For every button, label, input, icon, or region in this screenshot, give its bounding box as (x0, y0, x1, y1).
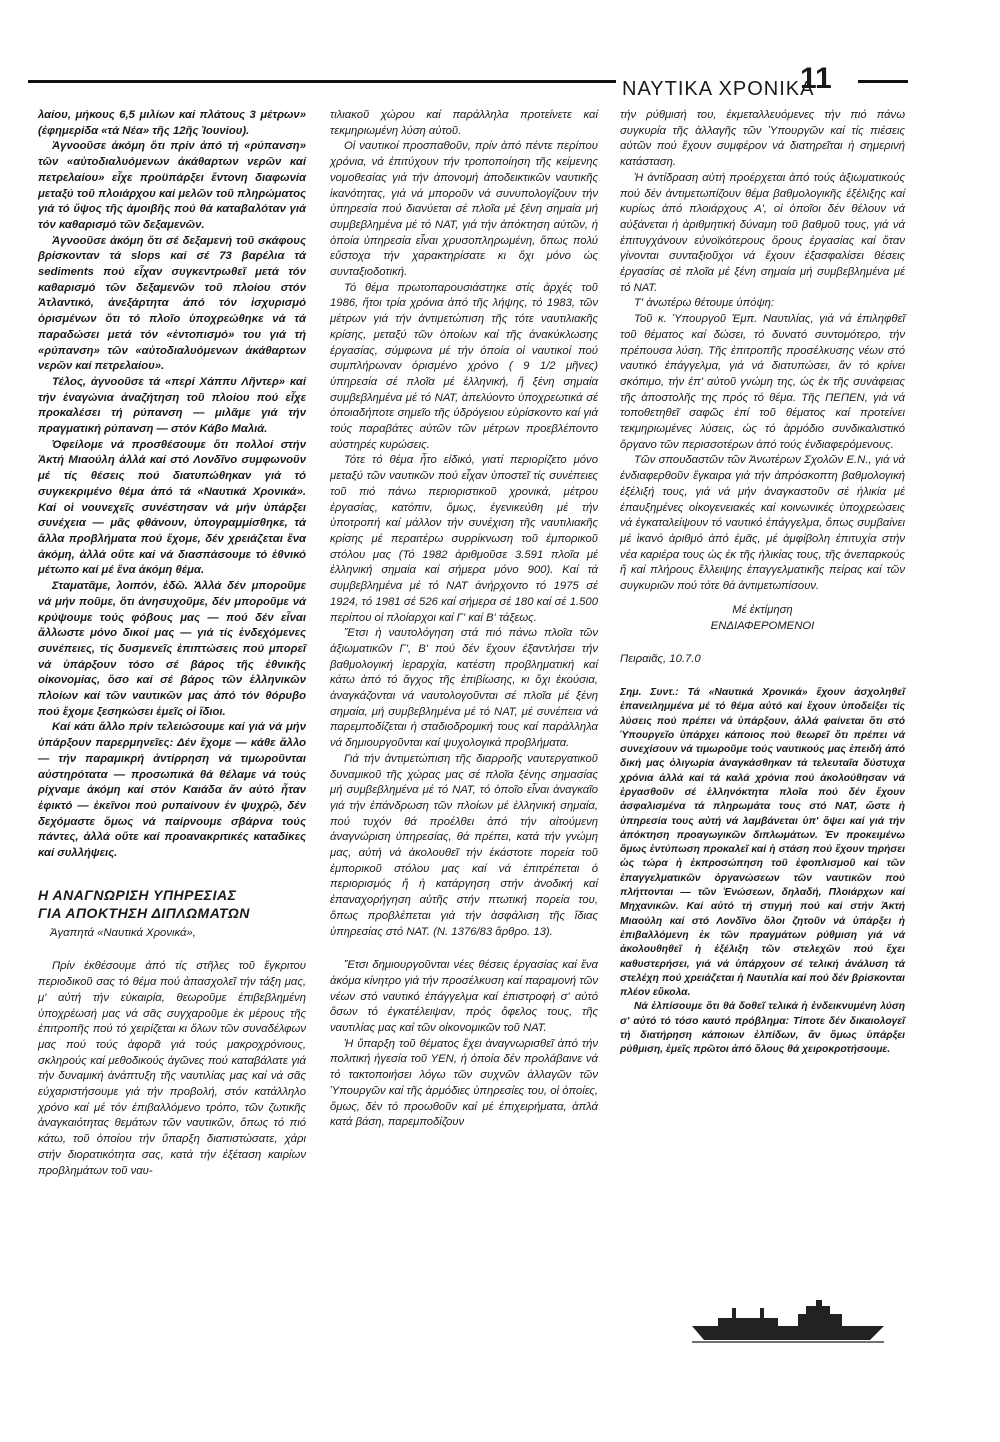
section-title: ΝΑΥΤΙΚΑ ΧΡΟΝΙΚΑ (622, 78, 815, 100)
paragraph: Ὀφείλομε νά προσθέσουμε ὅτι πολλοί στήν Ἀκτή Μιαούλη ἀλλά καί στό Λονδῖνο συμφωνοῦν μέ τίς θέσεις πού διατυπώθηκαν γιά τό συγκεκριμένο θέμα ἀπό τά «Ναυτικά Χρονικά». Καί οἱ νουνεχεῖς συνέστησαν νά μήν ὑπάρξει συνέχεια — μᾶς φθάνουν, ὑπογραμμίσθηκε, τά ἄλλα προβλήματα πού ἔχομε, δέν χρειάζεται ἕνα ἀκόμη, ἀλλά οὔτε καί νά διασπάσουμε τό ἐθνικό μέτωπο καί μέ ἕνα ἀκόμη θέμα. (38, 438, 306, 577)
heading-line: ΓΙΑ ΑΠΟΚΤΗΣΗ ΔΙΠΛΩΜΑΤΩΝ (38, 904, 250, 921)
note-paragraph: Νά ἐλπίσουμε ὅτι θά δοθεῖ τελικά ἡ ἐνδεικνυμένη λύση σ' αὐτό τό τόσο καυτό πρόβλημα: Τίποτε δέν δικαιολογεῖ τή διατήρηση κάποιων ἐλπίδων, ἄν ὅμως ὑπάρξει ρύθμιση, ἐμεῖς πρῶτοι ἀπό ὅλους θά χειροκροτήσουμε. (620, 1001, 905, 1056)
ship-icon (688, 1296, 888, 1346)
column-3 (620, 108, 905, 1058)
paragraph: Ἡ ἀντίδραση αὐτή προέρχεται ἀπό τούς ἀξιωματικούς πού δέν ἀντιμετωπίζουν θέμα βαθμολογικῆς ἐξέλιξης καί κυρίως ἀπό πλοιάρχους Α', οἱ ὁποῖοι δέν θέλουν νά αὐξάνεται ἡ ἀριθμητική δύναμη τοῦ βαθμοῦ τους, γιά νά ἐπιτυγχάνουν εὐνοϊκότερους ὅρους ἐργασίας καί ὅταν γίνονται συνταξιοῦχοι νά ἔχουν ἐξασφαλίσει θέσεις ἐργασίας σέ πλοῖα μέ ξένη σημαία μή συμβεβλημένα μέ τό ΝΑΤ. (620, 171, 905, 294)
signature-line: ΕΝΔΙΑΦΕΡΟΜΕΝΟΙ (710, 619, 815, 632)
paragraph: Τότε τό θέμα ἦτο εἰδικό, γιατί περιορίζετο μόνο μεταξύ τῶν ναυτικῶν πού εἶχαν ὑποστεῖ τίς συνέπειες τοῦ πιό πάνω περιοριστικοῦ χρονικά, μέτρου ἐργασίας, κατόπιν, ὅμως, ἐγενικεύθη μέ τήν ὑποτροπή καί μάλλον τήν συνέχιση τῆς ναυτιλιακῆς κρίσης μέ περαιτέρω συρρίκνωση τοῦ ἐμπορικοῦ στόλου μας (Τό 1982 ἀριθμοῦσε 3.591 πλοῖα μέ ἑλληνική σημαία καί σήμερα μόνο 900). Καί τά συμβεβλημένα μέ τό ΝΑΤ ἀνήρχοντο τό 1975 σέ 1924, τό 1981 σέ 526 καί σήμερα σέ 180 καί σέ 1.500 περίπου οἱ πλοίαρχοι καί Γ' καί Β' τάξεως. (330, 454, 598, 624)
paragraph: Οἱ ναυτικοί προσπαθοῦν, πρίν ἀπό πέντε περίπου χρόνια, νά ἐπιτύχουν τήν τροποποίηση τῆς κείμενης νομοθεσίας γιά τήν ἀπονομή ἀποδεικτικῶν ναυτικῆς ἱκανότητας, γιά νά μποροῦν νά συνυπολογίζουν τήν ὑπηρεσία πού διανύεται σέ πλοῖα μέ ξένη σημαία μή συμβεβλημένα μέ τό ΝΑΤ, γιά τήν ἀπόκτηση αὐτῶν, ἡ ὁποία ὑπηρεσία εἶναι χρυσοπληρωμένη, ὅπως πολύ εὔστοχα τήν χαρακτηρίσατε κι ὄχι μόνο ὡς συνταξιοδοτική. (330, 140, 598, 279)
paragraph: λαίου, μήκους 6,5 μιλίων καί πλάτους 3 μέτρων» (ἐφημερίδα «τά Νέα» τῆς 12ῆς Ἰουνίου). (38, 109, 306, 137)
paragraph: Τοῦ κ. Ὑπουργοῦ Ἐμπ. Ναυτιλίας, γιά νά ἐπιληφθεῖ τοῦ θέματος καί δώσει, τό δυνατό συντομότερο, τήν πρέπουσα λύση. Τῆς ἐπιτροπῆς προσέλκυσης νέων στό ναυτικό ἐπάγγελμα, γιά νά διατυπώσει, ἄν τό κρίνει σκόπιμο, τήν ἐπ' αὐτοῦ γνώμη της, ὡς ἐκ τῆς συνάφειας τῆς ἀποστολῆς της πρός τό θέμα. Τῆς ΠΕΠΕΝ, γιά νά τοποθετηθεῖ σαφῶς ἐπί τοῦ θέματος καί προτείνει τεκμηριωμένες λύσεις, ὡς τό ἁρμόδιο συνδικαλιστικό ὄργανο τῶν περισσοτέρων ἀπό τούς ἐνδιαφερόμενους. (620, 313, 905, 451)
header-rule-right (858, 80, 908, 83)
paragraph: Πρίν ἐκθέσουμε ἀπό τίς στῆλες τοῦ ἔγκριτου περιοδικοῦ σας τό θέμα πού ἀπασχολεῖ τήν τάξη μας, μ' αὐτή τήν εὐκαιρία, θεωροῦμε ἐπιβεβλημένη ὑποχρέωσή μας νά σᾶς συγχαροῦμε ἐκ μέρους τῆς ἐπιτροπῆς πού τό χειρίζεται κι ὅλων τῶν συναδέλφων μας πού τούς ἀφορᾶ γιά τούς μακροχρόνιους, σκληρούς καί μεθοδικούς ἀγῶνες πού καταβάλατε γιά τήν δυναμική ἀνάπτυξη τῆς ναυτιλίας μας καί νά σᾶς εὐχαριστήσουμε γιά τήν προβολή, στόν κατάλληλο χρόνο καί μέ τόν ἐπιβαλλόμενο τρόπο, τῶν ζωτικῆς ἀναγκαιότητας θεμάτων τῶν ναυτικῶν, ὅπως τό πιό κάτω, τοῦ ὁποίου τήν ὕπαρξη διαπιστώσατε, χάρι στήν διορατικότητα σας, κατά τήν ἐξέταση καιρίων προβλημάτων τοῦ ναυ- (38, 960, 306, 1177)
page-number: 11 (800, 62, 832, 95)
paragraph: Τ' ἀνωτέρω θέτουμε ὑπόψη: (634, 297, 775, 310)
paragraph: Σταματᾶμε, λοιπόν, ἐδῶ. Ἀλλά δέν μποροῦμε νά μήν ποῦμε, ὅτι ἀνησυχοῦμε, δέν μποροῦμε νά κρύψουμε τούς φόβους μας — πού δέν εἶναι ἄλλωστε μόνο δικοί μας — γιά τίς ἐνδεχόμενες συνέπειες, τίς δυσμενεῖς ἐπιπτώσεις πού μπορεῖ νά ὑπάρξουν τόσο σέ βάρος τῆς ἐθνικῆς οἰκονομίας, ὅσο καί σέ βάρος τῶν ἑλληνικῶν πλοίων καί τῶν ναυτικῶν μας ἀπό τόν θόρυβο πού ἔχομε ξεσηκώσει ἐμεῖς οἱ ἴδιοι. (38, 580, 306, 718)
paragraph: Τέλος, ἀγνοοῦσε τά «περί Χάππυ Λῆντερ» καί τήν ἐναγώνια ἀναζήτηση τοῦ πλοίου πού εἶχε προκαλέσει τή ρύπανση — μιλᾶμε γιά τήν πραγματική ρύπανση — στόν Κάβο Μαλιά. (38, 375, 306, 436)
column-2 (330, 108, 598, 1131)
paragraph: Τό θέμα πρωτοπαρουσιάστηκε στίς ἀρχές τοῦ 1986, ἤτοι τρία χρόνια ἀπό τῆς λήψης, τό 1983, τῶν μέτρων γιά τήν ἀντιμετώπιση τῆς τότε ναυτιλιακῆς κρίσης, μεταξύ τῶν ὁποίων καί τῆς ἀνακύκλωσης ἐργασίας, σύμφωνα μέ τήν ὁποία οἱ ναυτικοί πού συμπλήρωναν ὁρισμένο χρόνο ( 9 1/2 μῆνες) ὑπηρεσία σέ πλοῖα μέ ἑλληνική, ἤ ξένη σημαία συμβεβλημένα μέ τό ΝΑΤ, ἀπελύοντο ὑποχρεωτικά σέ ὁποιαδήποτε σημεῖο τῆς ὑδρόγειου εὑρίσκοντο καί γιά τούς παραβάτες αὐτῶν τῶν μέτρων προεβλέποντο αὐστηρές κυρώσεις. (330, 281, 598, 451)
header-rule-left (28, 80, 616, 83)
editor-note (620, 686, 905, 1058)
paragraph: Γιά τήν ἀντιμετώπιση τῆς διαρροῆς ναυτεργατικοῦ δυναμικοῦ τῆς χώρας μας σέ πλοῖα ξένης σημασίας μή συμβεβλημένα μέ τό ΝΑΤ, τό ὁποῖο εἶναι ἀναγκαῖο γιά τήν ἐπάνδρωση τῶν πλοίων μέ ἑλληνική σημαία, πού τυχόν θά προέλθει ἀπό τήν αἰτούμενη ἀναγνώριση ὑπηρεσίας, θά πρέπει, κατά τήν γνώμη μας, αὐτή νά ἀκολουθεῖ τήν ἑκάστοτε πορεία τοῦ ἐμπορικοῦ στόλου μας καί νά ἐπιτρέπεται ὁ περιορισμός ἤ ἡ κατάργηση στήν ἀνοδική καί ἐπαναχορήγηση αὐτῆς στήν πτωτική πορεία του, ὅπως προβλέπεται γιά τήν ἀσφάλιση τῆς ἴδιας ὑπηρεσίας στό ΝΑΤ. (Ν. 1376/83 ἄρθρο. 13). (330, 752, 598, 938)
note-paragraph: Σημ. Συντ.: Τά «Ναυτικά Χρονικά» ἔχουν ἀσχοληθεῖ ἐπανειλημμένα μέ τό θέμα αὐτό καί ἔχουν ὑποδείξει τίς λύσεις πού πρέπει νά ὑπάρξουν, ἀλλά φαίνεται ὅτι στό Ὑπουργεῖο ὑπάρχει κάποιος πού θεωρεῖ ὅτι πρέπει νά συνεχίσουν νά τιμωροῦμε τούς ναυτικούς μας ἐπειδή ἀπό δική μας ὀλιγωρία ἀναγκάσθηκαν τά τελευταῖα δύστυχα χρόνια ἀλλά καί τά καλά χρόνια πού ἀκολούθησαν νά ἐργασθοῦν σέ ἑλληνόκτητα πλοῖα πού δέν ἔχουν ἀσφαλισμένα τά πληρωμάτα τους στό ΝΑΤ, ὥστε ἡ ὑπηρεσία τους αὐτή νά λαμβάνεται ὑπ' ὄψει καί γιά τήν ἀπόκτηση προαγωγικῶν διπλωμάτων. Ἐν προκειμένω ὅμως ἐντύπωση προκαλεῖ καί ἡ στάση πού ἔχουν τηρήσει ὡς τώρα ἡ ἐκπροσώπηση τοῦ ἐφοπλισμοῦ καί τῶν ἐπαγγελματικῶν ὀργανώσεων τῶν ναυτικῶν πού πλήττονται — τῶν Ἑνώσεων, δηλαδή, Πλοιάρχων καί Μηχανικῶν. Καί αὐτό τή στιγμή πού καί στήν Ἀκτή Μιαούλη καί στό Λονδῖνο ὅλοι ζητοῦν νά ὑπάρξει ἡ ἐπιβαλλόμενη ἐκ τῶν πραγμάτων ρύθμιση γιά νά ἀκολουθηθεῖ ἡ ἐξέλιξη τῶν στελεχῶν πού ἔχει καθυστερήσει, γιά νά ὑπάρχουν σέ τελική ἀνάλυση τά στελέχη πού χρειάζεται ἡ Ναυτιλία καί πού δέν βρίσκονται πλέον εὔκολα. (620, 686, 905, 999)
signature-block (620, 603, 905, 634)
paragraph: Ἀγνοοῦσε ἀκόμη ὅτι σέ δεξαμενή τοῦ σκάφους βρίσκονταν τά slops καί σέ 73 βαρέλια τά sediments πού εἶχαν συγκεντρωθεῖ μετά τόν καθαρισμό τῶν δεξαμενῶν τοῦ πλοίου στόν Ἀτλαντικό, ἀνεξάρτητα ἀπό τόν ἰσχυρισμό ὁρισμένων ὅτι τό πλοῖο ὑποχρεώθηκε νά τά παραδώσει μετά τόν «ἐντοπισμό» του γιά τή «ρύπανση» τῶν «αὐτοδιαλυόμενων ἀκάθαρτων νερῶν καί πετρελαίου». (38, 234, 306, 373)
signature-line: Μέ ἐκτίμηση (732, 603, 793, 616)
paragraph: Ἔτσι ἡ ναυτολόγηση στά πιό πάνω πλοῖα τῶν ἀξιωματικῶν Γ', Β' πού δέν ἔχουν ἐξαντλήσει τήν βαθμολογική ἱεραρχία, κατέστη προβληματική καί κάτω ἀπό τό ἄγχος τῆς ἐπιβίωσης, κι ὄχι ἑκούσια, ἀναγκάζονται νά ναυτολογοῦνται σέ πλοῖα μέ ξένη σημαία, μή συμβεβλημένα μέ τό ΝΑΤ, μέ συνέπεια νά παρεμποδίζεται ἡ σταδιοδρομική τους καί παράλληλα νά δημιουργοῦνται καί ψυχολογικά προβλήματα. (330, 627, 598, 750)
salutation: Ἀγαπητά «Ναυτικά Χρονικά», (50, 926, 196, 939)
paragraph: Τῶν σπουδαστῶν τῶν Ἀνωτέρων Σχολῶν Ε.Ν., γιά νά ἐνδιαφερθοῦν ἔγκαιρα γιά τήν ἀπρόσκοπτη βαθμολογική ἐξέλιξή τους, γιά νά μήν ἀναγκαστοῦν σέ ἡλικία μέ ἐπαυξημένες οἰκογενειακές καί κοινωνικές ὑποχρεώσεις νά ἐγκαταλείψουν τό ναυτικό ἐπάγγελμα, ὅπως συμβαίνει μέ ἱκανό ἀριθμό ἀπό ἐμᾶς, μέ ἀμφίβολη ἐπιτυχία στήν νέα καριέρα τους ὡς ἐκ τῆς ἡλικίας τους, τῆς ἀνεπαρκούς ἤ καί πλήρους ἔλλειψης ἐπαγγελματικῆς πείρας καί τῶν συγκυριῶν πού τότε θά ἀντιμετωπίσουν. (620, 454, 905, 593)
place-date: Πειραιᾶς, 10.7.0 (620, 653, 701, 666)
paragraph: Ἡ ὕπαρξη τοῦ θέματος ἔχει ἀναγνωρισθεῖ ἀπό τήν πολιτική ἡγεσία τοῦ ΥΕΝ, ἡ ὁποία δέν προλάβαινε νά τό τακτοποιήσει λόγω τῶν συχνῶν ἀλλαγῶν τῶν Ὑπουργῶν καί τῆς ἁρμόδιες ὑπηρεσίες του, οἱ ὁποίες, ὅμως, δέν τό προωθοῦν καί μέ ἐπιχειρήματα, ἁπλά κατά βάση, παρεμποδίζουν (330, 1037, 598, 1129)
paragraph: Ἀγνοοῦσε ἀκόμη ὅτι πρίν ἀπό τή «ρύπανση» τῶν «αὐτοδιαλυόμενων ἀκάθαρτων νερῶν καί πετρελαίου» εἶχε προϋπάρξει ἔντονη διαφωνία μεταξύ τοῦ πλοιάρχου καί μελῶν τοῦ πληρώματος γιά τό ὕψος τῆς ἀμοιβῆς πού θά καταβαλόταν γιά τόν καθαρισμό τῶν δεξαμενῶν. (38, 140, 306, 231)
paragraph: Ἔτσι δημιουργοῦνται νέες θέσεις ἐργασίας καί ἕνα ἀκόμα κίνητρο γιά τήν προσέλκυση καί παραμονή τῶν νέων στό ναυτικό ἐπάγγελμα καί ἐπιστροφή σ' αὐτό ὅσων τό ἐγκατέλειψαν, πρός ὄφελος τους, τῆς ναυτιλίας μας καί τῶν οἰκονομικῶν τοῦ ΝΑΤ. (330, 959, 598, 1035)
column-1 (38, 108, 306, 1179)
paragraph: τήν ρύθμισή του, ἐκμεταλλευόμενες τήν πιό πάνω συγκυρία τῆς ἀλλαγῆς τῶν Ὑπουργῶν καί τίς πιέσεις αὐτῶν πού ἔχουν συμφέρον νά διατηρεῖται ἡ σημερινή κατάσταση. (620, 109, 905, 169)
paragraph: Καί κάτι ἄλλο πρίν τελειώσουμε καί γιά νά μήν ὑπάρξουν παρερμηνεῖες: Δέν ἔχομε — κάθε ἄλλο — τήν παραμικρή ἀντίρρηση νά τιμωροῦνται αὐστηρότατα — προσωπικά θά θέλαμε νά τούς ρίχναμε ἀκόμη καί στόν Καιάδα ἄν αὐτό ἦταν ἐφικτό — ἐκεῖνοι πού ρυπαίνουν ἐν ψυχρῷ, δέν δεχόμαστε ὅμως νά παίρνουμε σβάρνα τούς πάντες, ἀλλά οὔτε καί προανακριτικές καταδίκες καί συλλήψεις. (38, 721, 306, 860)
paragraph: τιλιακοῦ χώρου καί παράλληλα προτείνετε καί τεκμηριωμένη λύση αὐτοῦ. (330, 109, 598, 137)
article-heading (38, 886, 306, 922)
heading-line: Η ΑΝΑΓΝΩΡΙΣΗ ΥΠΗΡΕΣΙΑΣ (38, 886, 237, 903)
